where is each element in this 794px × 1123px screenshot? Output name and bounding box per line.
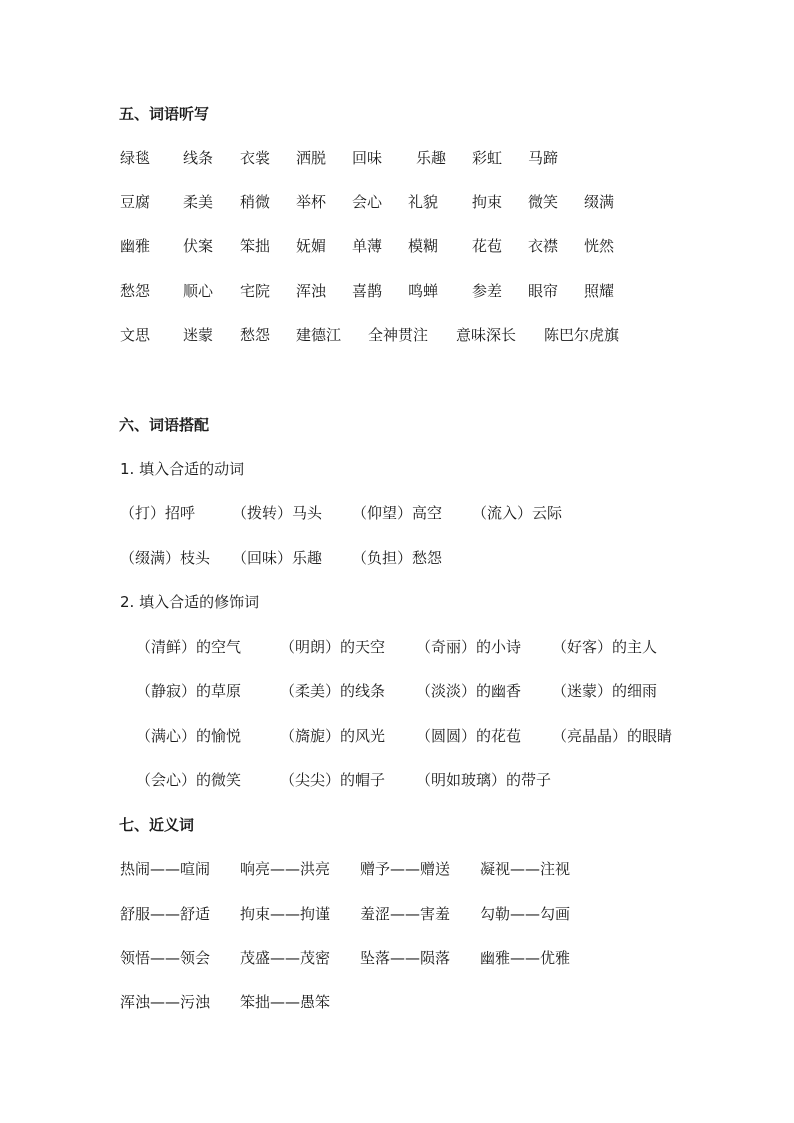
synonym-pair: 笨拙——愚笨 bbox=[240, 993, 331, 1011]
dictation-word: 迷蒙 bbox=[183, 326, 214, 344]
dictation-word: 拘束 bbox=[472, 193, 503, 211]
synonym-pair: 凝视——注视 bbox=[480, 860, 571, 878]
dictation-word: 会心 bbox=[352, 193, 383, 211]
synonym-pair: 勾勒——勾画 bbox=[480, 905, 571, 923]
dictation-word: 愁怨 bbox=[120, 282, 151, 300]
dictation-word: 眼帘 bbox=[528, 282, 559, 300]
dictation-word: 衣裳 bbox=[240, 149, 271, 167]
synonym-pair: 茂盛——茂密 bbox=[240, 949, 331, 967]
modifier-phrase: （旖旎）的风光 bbox=[280, 727, 386, 745]
modifier-phrase: （柔美）的线条 bbox=[280, 682, 386, 700]
modifier-phrase: （明如玻璃）的带子 bbox=[416, 771, 552, 789]
section-5-title: 五、词语听写 bbox=[119, 105, 210, 123]
dictation-word: 全神贯注 bbox=[368, 326, 429, 344]
dictation-word: 恍然 bbox=[584, 237, 615, 255]
dictation-word: 回味 bbox=[352, 149, 383, 167]
synonym-pair: 拘束——拘谨 bbox=[240, 905, 331, 923]
dictation-word: 洒脱 bbox=[296, 149, 327, 167]
dictation-word: 缀满 bbox=[584, 193, 615, 211]
verb-phrase: （回味）乐趣 bbox=[232, 549, 323, 567]
modifier-phrase: （迷蒙）的细雨 bbox=[552, 682, 658, 700]
modifier-phrase: （尖尖）的帽子 bbox=[280, 771, 386, 789]
synonym-pair: 幽雅——优雅 bbox=[480, 949, 571, 967]
verb-phrase: （拨转）马头 bbox=[232, 504, 323, 522]
dictation-word: 参差 bbox=[472, 282, 503, 300]
dictation-word: 衣襟 bbox=[528, 237, 559, 255]
section-7-title: 七、近义词 bbox=[119, 816, 195, 834]
verb-phrase: （缀满）枝头 bbox=[120, 549, 211, 567]
dictation-word: 绿毯 bbox=[120, 149, 151, 167]
dictation-word: 花苞 bbox=[472, 237, 503, 255]
dictation-word: 幽雅 bbox=[120, 237, 151, 255]
dictation-word: 建德江 bbox=[296, 326, 342, 344]
modifier-phrase: （满心）的愉悦 bbox=[136, 727, 242, 745]
synonym-pair: 领悟——领会 bbox=[120, 949, 211, 967]
modifier-phrase: （明朗）的天空 bbox=[280, 638, 386, 656]
dictation-word: 豆腐 bbox=[120, 193, 151, 211]
verb-phrase: （负担）愁怨 bbox=[352, 549, 443, 567]
modifier-phrase: （好客）的主人 bbox=[552, 638, 658, 656]
dictation-word: 微笑 bbox=[528, 193, 559, 211]
dictation-word: 愁怨 bbox=[240, 326, 271, 344]
dictation-word: 模糊 bbox=[408, 237, 439, 255]
synonym-pair: 浑浊——污浊 bbox=[120, 993, 211, 1011]
synonym-pair: 响亮——洪亮 bbox=[240, 860, 331, 878]
modifier-phrase: （静寂）的草原 bbox=[136, 682, 242, 700]
section-6-title: 六、词语搭配 bbox=[119, 416, 210, 434]
synonym-pair: 热闹——喧闹 bbox=[120, 860, 211, 878]
modifier-phrase: （奇丽）的小诗 bbox=[416, 638, 522, 656]
dictation-word: 鸣蝉 bbox=[408, 282, 439, 300]
dictation-word: 照耀 bbox=[584, 282, 615, 300]
dictation-word: 喜鹊 bbox=[352, 282, 383, 300]
verb-phrase: （打）招呼 bbox=[120, 504, 196, 522]
modifier-phrase: （亮晶晶）的眼睛 bbox=[552, 727, 673, 745]
synonym-pair: 坠落——陨落 bbox=[360, 949, 451, 967]
modifier-phrase: （会心）的微笑 bbox=[136, 771, 242, 789]
dictation-word: 线条 bbox=[183, 149, 214, 167]
dictation-word: 妩媚 bbox=[296, 237, 327, 255]
dictation-word: 文思 bbox=[120, 326, 151, 344]
verb-phrase: （流入）云际 bbox=[472, 504, 563, 522]
modifier-phrase: （淡淡）的幽香 bbox=[416, 682, 522, 700]
dictation-word: 浑浊 bbox=[296, 282, 327, 300]
modifier-phrase: （清鲜）的空气 bbox=[136, 638, 242, 656]
dictation-word: 陈巴尔虎旗 bbox=[544, 326, 620, 344]
dictation-word: 顺心 bbox=[183, 282, 214, 300]
dictation-word: 乐趣 bbox=[416, 149, 447, 167]
verb-phrase: （仰望）高空 bbox=[352, 504, 443, 522]
synonym-pair: 舒服——舒适 bbox=[120, 905, 211, 923]
dictation-word: 笨拙 bbox=[240, 237, 271, 255]
dictation-word: 举杯 bbox=[296, 193, 327, 211]
dictation-word: 彩虹 bbox=[472, 149, 503, 167]
synonym-pair: 羞涩——害羞 bbox=[360, 905, 451, 923]
dictation-word: 伏案 bbox=[183, 237, 214, 255]
dictation-word: 马蹄 bbox=[528, 149, 559, 167]
dictation-word: 意味深长 bbox=[456, 326, 517, 344]
dictation-word: 单薄 bbox=[352, 237, 383, 255]
dictation-word: 礼貌 bbox=[408, 193, 439, 211]
modifier-phrase: （圆圆）的花苞 bbox=[416, 727, 522, 745]
dictation-word: 柔美 bbox=[183, 193, 214, 211]
synonym-pair: 赠予——赠送 bbox=[360, 860, 451, 878]
subsection-modifiers-title: 2. 填入合适的修饰词 bbox=[120, 593, 260, 611]
dictation-word: 稍微 bbox=[240, 193, 271, 211]
subsection-verbs-title: 1. 填入合适的动词 bbox=[120, 460, 245, 478]
dictation-word: 宅院 bbox=[240, 282, 271, 300]
